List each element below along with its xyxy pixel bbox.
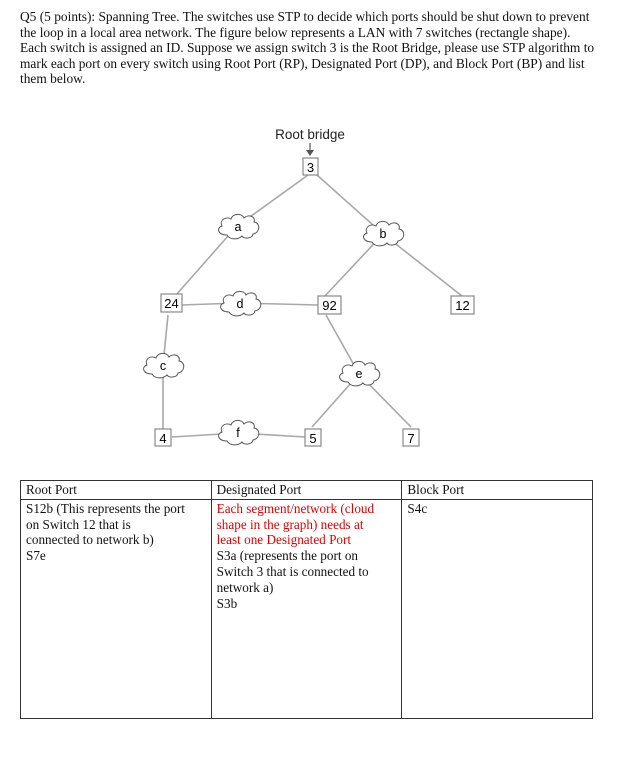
- designated-port-header: Designated Port: [211, 481, 402, 500]
- block-port-cell[interactable]: [402, 499, 593, 718]
- designated-note-line: shape in the graph) needs at: [216, 516, 364, 532]
- network-b-label: b: [379, 227, 387, 241]
- switch-4: [155, 429, 171, 446]
- switch-3: [303, 158, 318, 175]
- network-e-label: e: [355, 367, 363, 381]
- network-e-cloud-icon: [340, 361, 380, 386]
- designated-port-cell[interactable]: [211, 499, 402, 718]
- root-port-line: on Switch 12 that is: [26, 516, 131, 532]
- answer-table-row: [21, 499, 593, 718]
- switch-12-id: 12: [455, 298, 470, 313]
- network-f-cloud-icon: [219, 420, 259, 445]
- network-f-label: f: [236, 426, 240, 440]
- network-d-label: d: [236, 297, 244, 311]
- answer-table-header-row: [21, 481, 593, 500]
- switch-5-id: 5: [309, 431, 317, 446]
- designated-port-line: Switch 3 that is connected to: [216, 563, 369, 579]
- arrow-down-icon: [306, 143, 314, 156]
- network-d-cloud-icon: [221, 291, 261, 316]
- network-c-label: c: [159, 359, 167, 373]
- block-port-line: S4c: [407, 500, 428, 516]
- designated-port-line: network a): [216, 579, 274, 595]
- designated-port-line: S3a (represents the port on: [216, 548, 359, 564]
- designated-note-line: least one Designated Port: [216, 532, 352, 548]
- switch-24-id: 24: [164, 296, 179, 311]
- designated-port-line: S3b: [216, 595, 238, 611]
- switch-92-id: 92: [322, 298, 337, 313]
- switch-3-id: 3: [306, 160, 315, 175]
- network-a-cloud-icon: [219, 214, 259, 239]
- network-b-cloud-icon: [364, 221, 404, 246]
- switch-7: [403, 429, 419, 446]
- network-a-label: a: [234, 220, 242, 234]
- switch-12: [451, 296, 474, 314]
- switch-92: [318, 296, 341, 314]
- root-port-cell[interactable]: [21, 499, 212, 718]
- switch-5: [305, 429, 321, 446]
- root-port-header: Root Port: [21, 481, 212, 500]
- switch-7-id: 7: [407, 431, 415, 446]
- network-c-cloud-icon: [144, 353, 184, 378]
- root-port-line: connected to network b): [26, 532, 154, 548]
- answer-table: [20, 480, 593, 719]
- links: [163, 175, 462, 437]
- switch-24: [161, 294, 182, 312]
- designated-note-line: Each segment/network (cloud: [216, 500, 375, 516]
- block-port-header: Block Port: [402, 481, 593, 500]
- root-port-line: S7e: [26, 548, 46, 564]
- question-text: Q5 (5 points): Spanning Tree. The switches use STP to decide which ports should be shut down to prevent the loop in a local area network. The figure below represents a LAN with 7 switches (rectangle shape). Each switch is assigned an ID. Suppose we assign switch 3 is the Root Bridge, please use STP algorithm to mark each port on every switch using Root Port (RP), Designated Port (DP), and Block Port (BP) and list them below.: [20, 9, 595, 87]
- switch-4-id: 4: [159, 431, 167, 446]
- root-bridge-label: Root bridge: [275, 127, 345, 142]
- root-port-line: S12b (This represents the port: [26, 500, 185, 516]
